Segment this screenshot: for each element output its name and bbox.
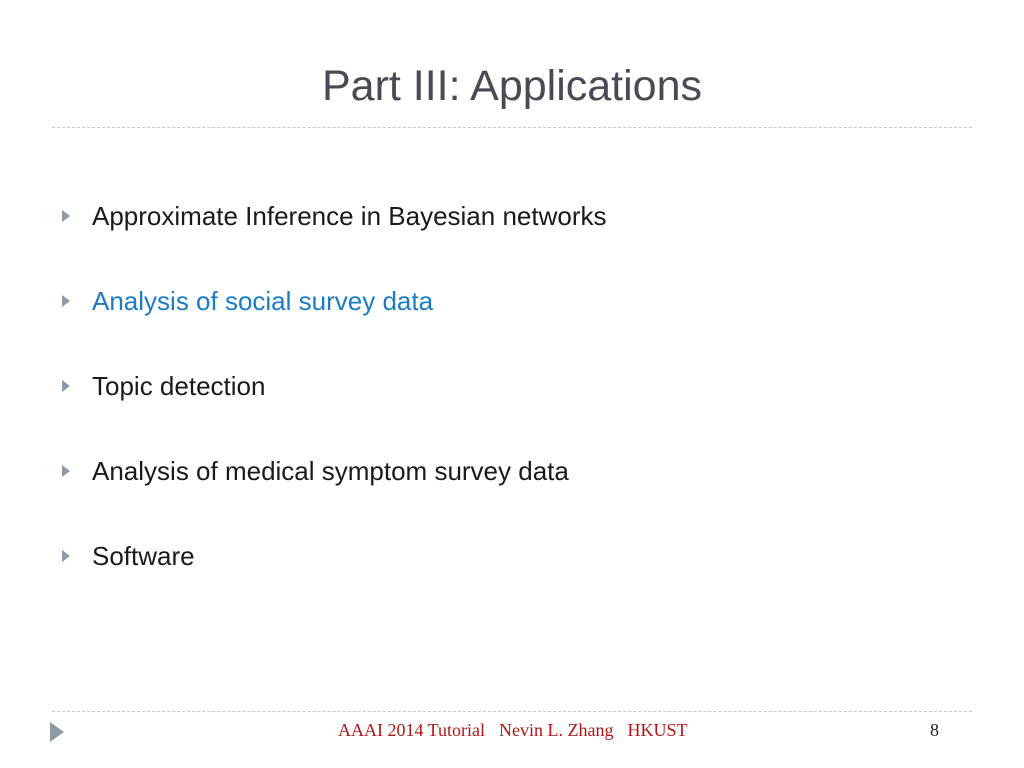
- footer-event: AAAI 2014 Tutorial: [338, 720, 486, 740]
- footer-affiliation: HKUST: [627, 720, 688, 740]
- bullet-text: Software: [92, 540, 195, 571]
- bullet-item: [62, 199, 607, 233]
- bullet-item: [62, 539, 195, 573]
- footer-author: Nevin L. Zhang: [499, 720, 614, 740]
- triangle-bullet-icon: [62, 210, 70, 222]
- page-number: 8: [930, 720, 939, 740]
- slide-title: Part III: Applications: [321, 62, 703, 110]
- bullet-text-highlighted: Analysis of social survey data: [92, 285, 434, 316]
- footer-credits: [338, 720, 702, 741]
- bullet-text: Analysis of medical symptom survey data: [92, 455, 569, 486]
- triangle-bullet-icon: [62, 550, 70, 562]
- title-divider: [52, 127, 972, 128]
- triangle-bullet-icon: [62, 295, 70, 307]
- footer-divider: [52, 711, 972, 712]
- triangle-bullet-icon: [62, 465, 70, 477]
- bullet-item: [62, 284, 433, 318]
- bullet-item: [62, 369, 265, 403]
- bullet-item: [62, 454, 569, 488]
- bullet-text: Topic detection: [92, 370, 266, 401]
- footer-triangle-icon: [50, 722, 64, 742]
- triangle-bullet-icon: [62, 380, 70, 392]
- bullet-text: Approximate Inference in Bayesian networks: [92, 200, 607, 231]
